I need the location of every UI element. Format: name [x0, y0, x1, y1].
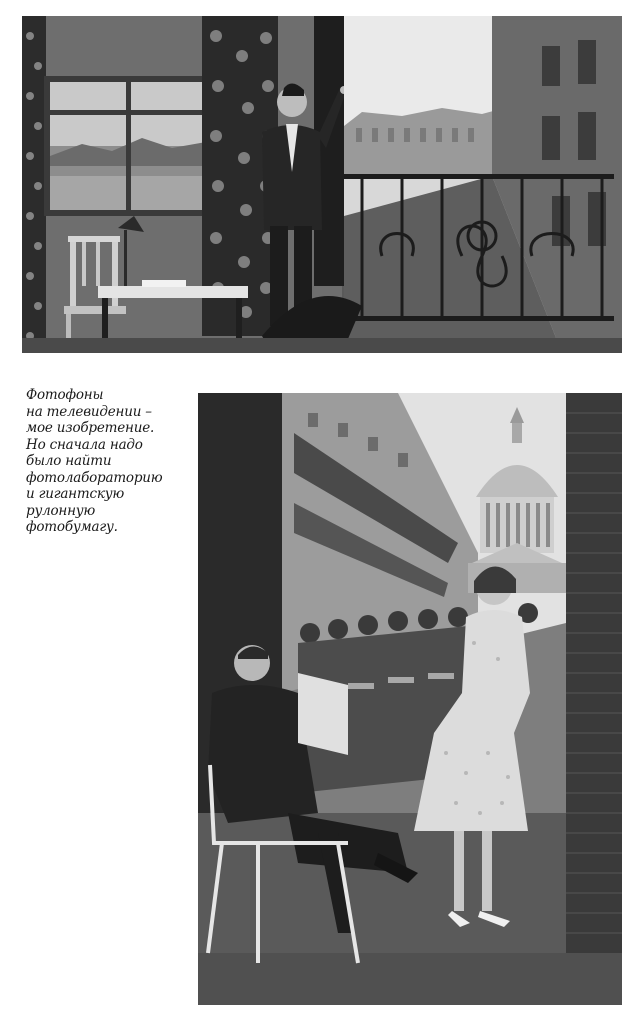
top-photograph — [22, 16, 622, 353]
caption-line: было найти — [26, 453, 112, 469]
bottom-photo-image — [198, 393, 622, 1005]
bottom-photograph — [198, 393, 622, 1005]
caption-line: фотолабораторию — [26, 469, 163, 486]
caption-line: на телевидении – — [26, 403, 152, 420]
caption-line: фотобумагу. — [26, 519, 118, 535]
caption-line: Фотофоны — [26, 387, 104, 403]
caption-line: Но сначала надо — [26, 436, 143, 453]
caption-line: и гигантскую — [26, 486, 125, 502]
top-photo-image — [22, 16, 622, 353]
caption-line: мое изобретение. — [26, 420, 155, 436]
photo-caption — [26, 387, 194, 536]
caption-line: рулонную — [26, 502, 96, 519]
